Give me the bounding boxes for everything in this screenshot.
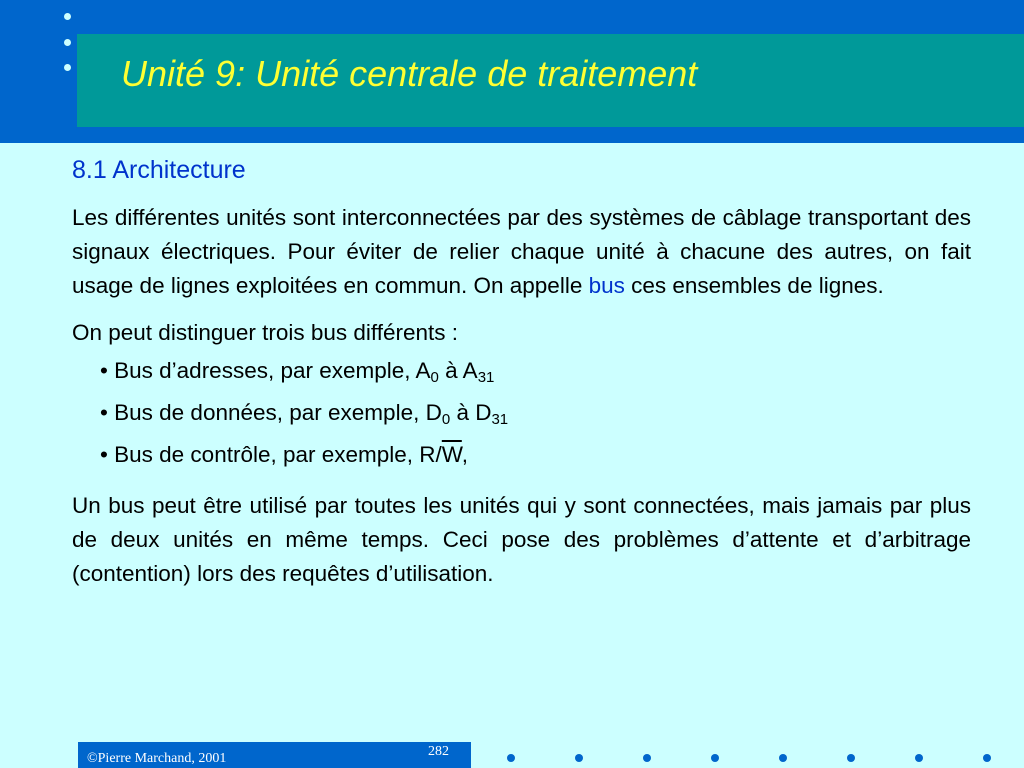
decor-dot xyxy=(64,39,71,46)
decor-dot xyxy=(643,754,651,762)
decor-dot xyxy=(575,754,583,762)
paragraph-text: Les différentes unités sont interconnectées par des systèmes de câblage transportant des signaux électriques. Pour éviter de relier chaque unité à chacune des autres, on fait usage de lignes exploitées en commun. On appelle xyxy=(72,205,971,298)
paragraph-text: ces ensembles de lignes. xyxy=(624,273,884,298)
list-item-text: , xyxy=(461,442,469,467)
decor-dot xyxy=(507,754,515,762)
overlined-letter: $\overline{W}$ xyxy=(441,442,462,467)
list-item-text: à A xyxy=(438,358,478,383)
decor-dot xyxy=(711,754,719,762)
subscript: 0 xyxy=(441,411,451,428)
list-item-address-bus xyxy=(100,350,971,392)
section-heading: 8.1 Architecture xyxy=(72,156,246,184)
list-item-text: • Bus de données, par exemple, D xyxy=(100,400,442,425)
subscript: 31 xyxy=(491,411,509,428)
footer-copyright: ©Pierre Marchand, 2001 xyxy=(87,751,227,766)
list-item-control-bus xyxy=(100,434,971,476)
subscript: 31 xyxy=(477,369,495,386)
decor-dot xyxy=(983,754,991,762)
slide-content xyxy=(72,153,971,604)
page-number: 282 xyxy=(428,744,449,759)
list-item-text: • Bus de contrôle, par exemple, R/ xyxy=(100,442,442,467)
slide-title: Unité 9: Unité centrale de traitement xyxy=(121,53,698,94)
bus-list xyxy=(72,350,971,476)
bus-term: bus xyxy=(588,273,625,298)
decor-dot xyxy=(64,64,71,71)
bus-list-intro: On peut distinguer trois bus différents : xyxy=(72,320,459,345)
decor-dot xyxy=(64,13,71,20)
list-item-data-bus xyxy=(100,392,971,434)
paragraph-intro xyxy=(72,201,971,303)
decor-dot xyxy=(915,754,923,762)
decor-dot xyxy=(847,754,855,762)
subscript: 0 xyxy=(430,369,439,386)
paragraph-bus-usage: Un bus peut être utilisé par toutes les unités qui y sont connectées, mais jamais par plus de deux unités en même temps. Ceci pose des problèmes d’attente et d’arbitrage (contention) lors des requêtes d’utilisation. xyxy=(72,493,971,586)
decor-dot xyxy=(779,754,787,762)
list-item-text: à D xyxy=(450,400,492,425)
list-item-text: • Bus d’adresses, par exemple, A xyxy=(100,358,431,383)
